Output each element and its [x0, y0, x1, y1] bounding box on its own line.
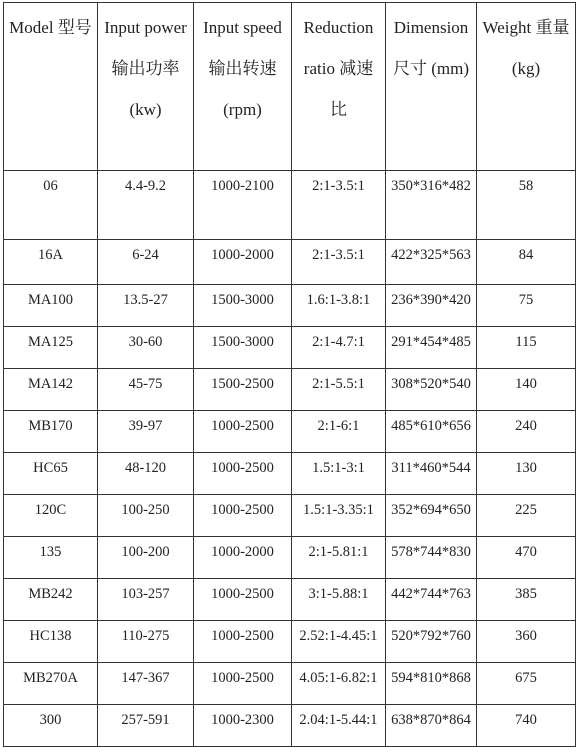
table-row	[4, 705, 576, 747]
cell-power: 48-120	[98, 453, 194, 495]
header-model: Model 型号	[4, 3, 98, 171]
cell-model: 120C	[4, 495, 98, 537]
cell-model: MA142	[4, 369, 98, 411]
cell-speed: 1000-2500	[194, 621, 292, 663]
cell-speed: 1000-2500	[194, 579, 292, 621]
cell-weight: 740	[477, 705, 576, 747]
cell-speed: 1500-3000	[194, 327, 292, 369]
table-row	[4, 621, 576, 663]
cell-power: 39-97	[98, 411, 194, 453]
cell-power: 45-75	[98, 369, 194, 411]
table-row	[4, 327, 576, 369]
cell-speed: 1000-2100	[194, 171, 292, 240]
table-row	[4, 453, 576, 495]
cell-power: 30-60	[98, 327, 194, 369]
cell-ratio: 2:1-6:1	[292, 411, 386, 453]
cell-model: MA100	[4, 285, 98, 327]
cell-speed: 1500-2500	[194, 369, 292, 411]
cell-ratio: 2:1-4.7:1	[292, 327, 386, 369]
cell-model: HC138	[4, 621, 98, 663]
header-reduction-ratio: Reduction ratio 减速比	[292, 3, 386, 171]
specification-table	[3, 2, 576, 747]
table-row	[4, 579, 576, 621]
cell-ratio: 2:1-3.5:1	[292, 240, 386, 285]
cell-weight: 84	[477, 240, 576, 285]
cell-power: 100-200	[98, 537, 194, 579]
cell-ratio: 1.5:1-3.35:1	[292, 495, 386, 537]
cell-ratio: 2.04:1-5.44:1	[292, 705, 386, 747]
cell-weight: 675	[477, 663, 576, 705]
cell-weight: 360	[477, 621, 576, 663]
cell-dimension: 352*694*650	[386, 495, 477, 537]
cell-ratio: 4.05:1-6.82:1	[292, 663, 386, 705]
table-row	[4, 537, 576, 579]
table-row	[4, 369, 576, 411]
cell-power: 147-367	[98, 663, 194, 705]
table-row	[4, 495, 576, 537]
table-row	[4, 171, 576, 240]
cell-dimension: 442*744*763	[386, 579, 477, 621]
cell-ratio: 1.6:1-3.8:1	[292, 285, 386, 327]
table-body	[4, 171, 576, 747]
cell-dimension: 308*520*540	[386, 369, 477, 411]
table-row	[4, 411, 576, 453]
cell-speed: 1000-2300	[194, 705, 292, 747]
header-input-power: Input power 输出功率 (kw)	[98, 3, 194, 171]
cell-speed: 1000-2500	[194, 411, 292, 453]
table-row	[4, 285, 576, 327]
cell-power: 100-250	[98, 495, 194, 537]
cell-dimension: 291*454*485	[386, 327, 477, 369]
cell-weight: 115	[477, 327, 576, 369]
cell-model: 06	[4, 171, 98, 240]
header-row	[4, 3, 576, 171]
cell-weight: 58	[477, 171, 576, 240]
cell-power: 4.4-9.2	[98, 171, 194, 240]
cell-speed: 1000-2500	[194, 495, 292, 537]
cell-power: 110-275	[98, 621, 194, 663]
header-dimension: Dimension 尺寸 (mm)	[386, 3, 477, 171]
cell-model: MB242	[4, 579, 98, 621]
cell-model: MB270A	[4, 663, 98, 705]
cell-model: 16A	[4, 240, 98, 285]
cell-dimension: 578*744*830	[386, 537, 477, 579]
cell-ratio: 1.5:1-3:1	[292, 453, 386, 495]
header-weight: Weight 重量 (kg)	[477, 3, 576, 171]
cell-weight: 470	[477, 537, 576, 579]
cell-weight: 225	[477, 495, 576, 537]
cell-weight: 75	[477, 285, 576, 327]
cell-speed: 1500-3000	[194, 285, 292, 327]
table-row	[4, 663, 576, 705]
cell-weight: 130	[477, 453, 576, 495]
cell-weight: 140	[477, 369, 576, 411]
cell-dimension: 594*810*868	[386, 663, 477, 705]
cell-power: 13.5-27	[98, 285, 194, 327]
cell-ratio: 2:1-5.5:1	[292, 369, 386, 411]
cell-dimension: 236*390*420	[386, 285, 477, 327]
cell-ratio: 2:1-5.81:1	[292, 537, 386, 579]
cell-weight: 240	[477, 411, 576, 453]
cell-weight: 385	[477, 579, 576, 621]
table-row	[4, 240, 576, 285]
cell-dimension: 520*792*760	[386, 621, 477, 663]
cell-dimension: 422*325*563	[386, 240, 477, 285]
cell-model: MA125	[4, 327, 98, 369]
cell-ratio: 2.52:1-4.45:1	[292, 621, 386, 663]
cell-model: 135	[4, 537, 98, 579]
cell-model: 300	[4, 705, 98, 747]
cell-dimension: 485*610*656	[386, 411, 477, 453]
cell-power: 103-257	[98, 579, 194, 621]
cell-model: MB170	[4, 411, 98, 453]
cell-speed: 1000-2000	[194, 537, 292, 579]
cell-model: HC65	[4, 453, 98, 495]
cell-power: 6-24	[98, 240, 194, 285]
cell-ratio: 2:1-3.5:1	[292, 171, 386, 240]
cell-speed: 1000-2000	[194, 240, 292, 285]
cell-dimension: 638*870*864	[386, 705, 477, 747]
cell-speed: 1000-2500	[194, 453, 292, 495]
cell-ratio: 3:1-5.88:1	[292, 579, 386, 621]
cell-dimension: 350*316*482	[386, 171, 477, 240]
cell-dimension: 311*460*544	[386, 453, 477, 495]
cell-power: 257-591	[98, 705, 194, 747]
cell-speed: 1000-2500	[194, 663, 292, 705]
header-input-speed: Input speed 输出转速 (rpm)	[194, 3, 292, 171]
